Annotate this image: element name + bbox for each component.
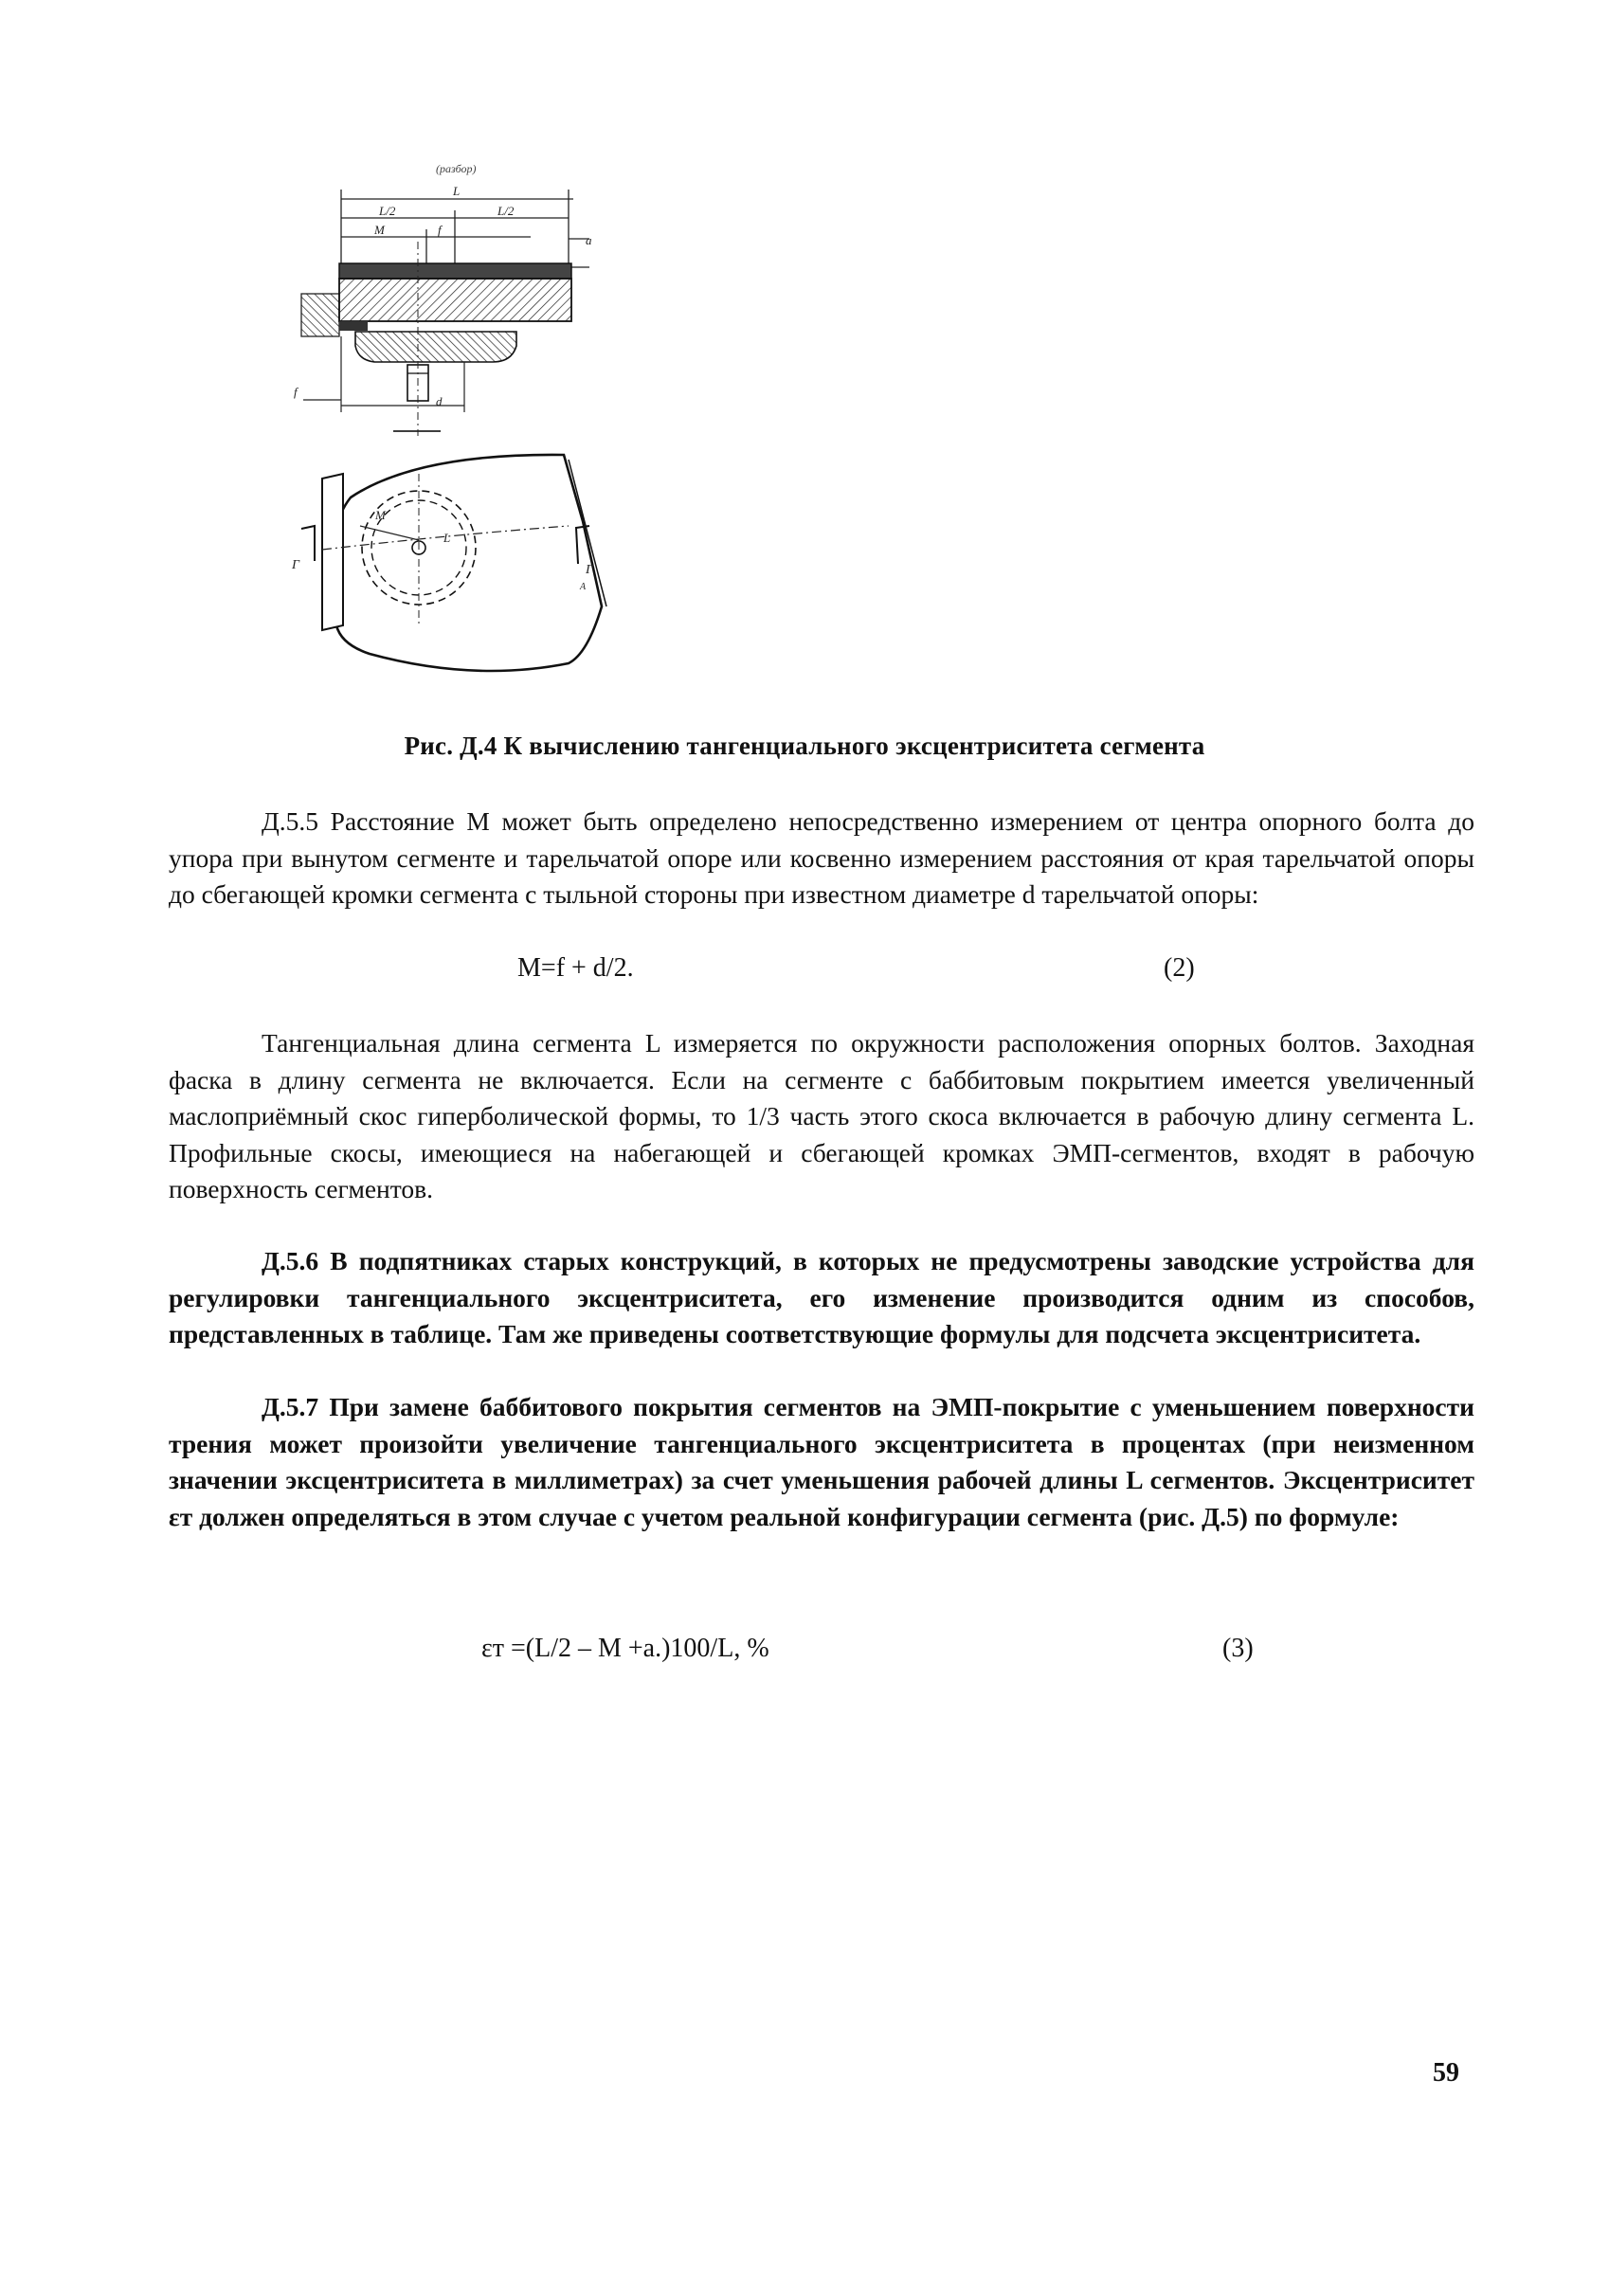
figure-drawing — [284, 152, 644, 730]
formula-3-expression: εт =(L/2 – M +a.)100/L, % — [481, 1634, 769, 1663]
plan-label-M: M — [375, 508, 386, 522]
dim-label-L-half-right: L/2 — [497, 204, 515, 218]
formula-2-number: (2) — [1164, 953, 1195, 983]
handwritten-note: (разбор) — [436, 162, 477, 175]
plan-label-L: L — [443, 531, 451, 545]
paragraph-d5-6-text: Д.5.6 В подпятниках старых конструкций, в которых не предусмотрены заводские устройства для регулировки тангенциального эксцентриситета, его изменение производится одним из способов, представленных в таблице. Там же приведены соответствующие формулы для подсчета эксцентриситета. — [169, 1246, 1474, 1348]
segment-drawing — [284, 152, 644, 730]
section-mark-left: Г — [292, 558, 299, 572]
paragraph-tangential-length — [169, 1025, 1474, 1208]
page-number: 59 — [1433, 2058, 1459, 2088]
paragraph-d5-6 — [169, 1243, 1474, 1353]
dim-label-M: M — [374, 223, 385, 237]
paragraph-d5-7 — [169, 1389, 1474, 1535]
paragraph-d5-7-text: Д.5.7 При замене баббитового покрытия сегментов на ЭМП-покрытие с уменьшением поверхности трения может произойти увеличение тангенциального эксцентриситета в процентах (при неизменном значении эксцентриситета в миллиметрах) за счет уменьшения рабочей длины L сегментов. Эксцентриситет εт должен определяться в этом случае с учетом реальной конфигурации сегмента (рис. Д.5) по формуле: — [169, 1392, 1474, 1531]
formula-2-expression: M=f + d/2. — [517, 953, 634, 983]
section-letter-right: А — [580, 582, 587, 592]
segment-plan-view — [301, 455, 606, 671]
figure-caption: Рис. Д.4 К вычислению тангенциального эксцентриситета сегмента — [404, 732, 1205, 760]
dim-label-f-side: f — [294, 385, 298, 399]
formula-3-number: (3) — [1222, 1634, 1254, 1663]
paragraph-tangential-length-text: Тангенциальная длина сегмента L измеряется по окружности расположения опорных болтов. Заходная фаска в длину сегмента не включается. Если на сегменте с баббитовым покрытием имеется увеличенный маслоприёмный скос гиперболической формы, то 1/3 часть этого скоса включается в рабочую длину сегмента L. Профильные скосы, имеющиеся на набегающей и сбегающей кромках ЭМП-сегментов, входят в рабочую поверхность сегментов. — [169, 1028, 1474, 1203]
dim-label-f-top: f — [438, 223, 442, 237]
paragraph-d5-5-text: Д.5.5 Расстояние М может быть определено непосредственно измерением от центра опорного болта до упора при вынутом сегменте и тарельчатой опоре или косвенно измерением расстояния от края тарельчатой опоры до сбегающей кромки сегмента с тыльной стороны при известном диаметре d тарельчатой опоры: — [169, 806, 1474, 909]
paragraph-d5-5 — [169, 804, 1474, 913]
dim-label-a: a — [586, 233, 592, 247]
section-mark-right: Г — [586, 563, 593, 577]
dim-label-L-half-left: L/2 — [379, 204, 396, 218]
dim-label-L: L — [453, 184, 461, 198]
stop-block — [301, 294, 339, 336]
dim-label-d: d — [436, 394, 443, 408]
